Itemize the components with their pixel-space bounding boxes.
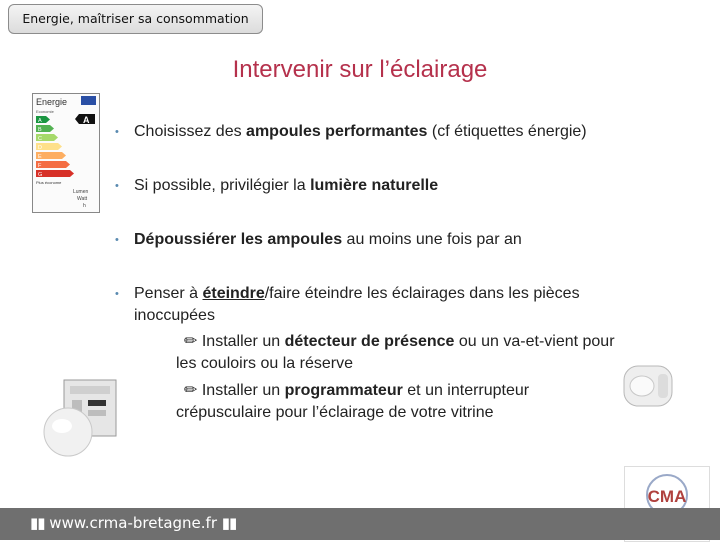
presence-detector-image: [618, 360, 680, 412]
energy-class-label: E: [38, 154, 42, 160]
energy-label-line-1: Lumen: [73, 189, 89, 195]
energy-class-label: D: [38, 145, 42, 151]
bullet-dot-icon: •: [115, 234, 119, 246]
bullet-dot-icon: •: [115, 126, 119, 138]
energy-label-subtitle: Economie: [36, 109, 54, 114]
energy-label-line-3: h: [83, 203, 86, 209]
bullet-dot-icon: •: [115, 180, 119, 192]
energy-class-label: G: [38, 172, 43, 178]
energy-label-image: [32, 93, 100, 213]
energy-label-rating: A: [83, 115, 90, 125]
slide-title: Intervenir sur l’éclairage: [232, 56, 488, 83]
bullet-1: • Choisissez des ampoules performantes (cf étiquettes énergie): [115, 121, 587, 143]
header-tab: Energie, maîtriser sa consommation: [8, 4, 263, 34]
bullet-3: • Dépoussiérer les ampoules au moins une fois par an: [115, 229, 522, 251]
pencil-icon: ✏: [184, 382, 198, 399]
bullet-4: • Penser à éteindre/faire éteindre les éclairages dans les pièces inoccupées: [115, 285, 580, 324]
energy-class-label: C: [38, 136, 42, 142]
energy-label-title: Energie: [36, 97, 68, 107]
energy-label-line-2: Watt: [77, 196, 88, 202]
energy-label-bottom: Plus économe: [36, 180, 62, 185]
programmer-device-image: [40, 370, 140, 460]
energy-class-label: F: [38, 163, 42, 169]
bullet-dot-icon: •: [115, 288, 119, 300]
footer-url[interactable]: ▮▮ www.crma-bretagne.fr ▮▮: [30, 514, 237, 532]
sub-item-1: ✏ Installer un détecteur de présence ou un va-et-vient pour les couloirs ou la réserve: [176, 333, 615, 372]
bullet-2: • Si possible, privilégier la lumière naturelle: [115, 175, 438, 197]
cma-logo-text: CMA: [647, 487, 687, 506]
energy-class-label: B: [38, 127, 42, 133]
footer-bar: [0, 508, 720, 540]
pencil-icon: ✏: [184, 333, 198, 350]
energy-class-label: A: [38, 118, 42, 124]
sub-item-2: ✏ Installer un programmateur et un interrupteur crépusculaire pour l’éclairage de votre vitrine: [176, 382, 530, 421]
